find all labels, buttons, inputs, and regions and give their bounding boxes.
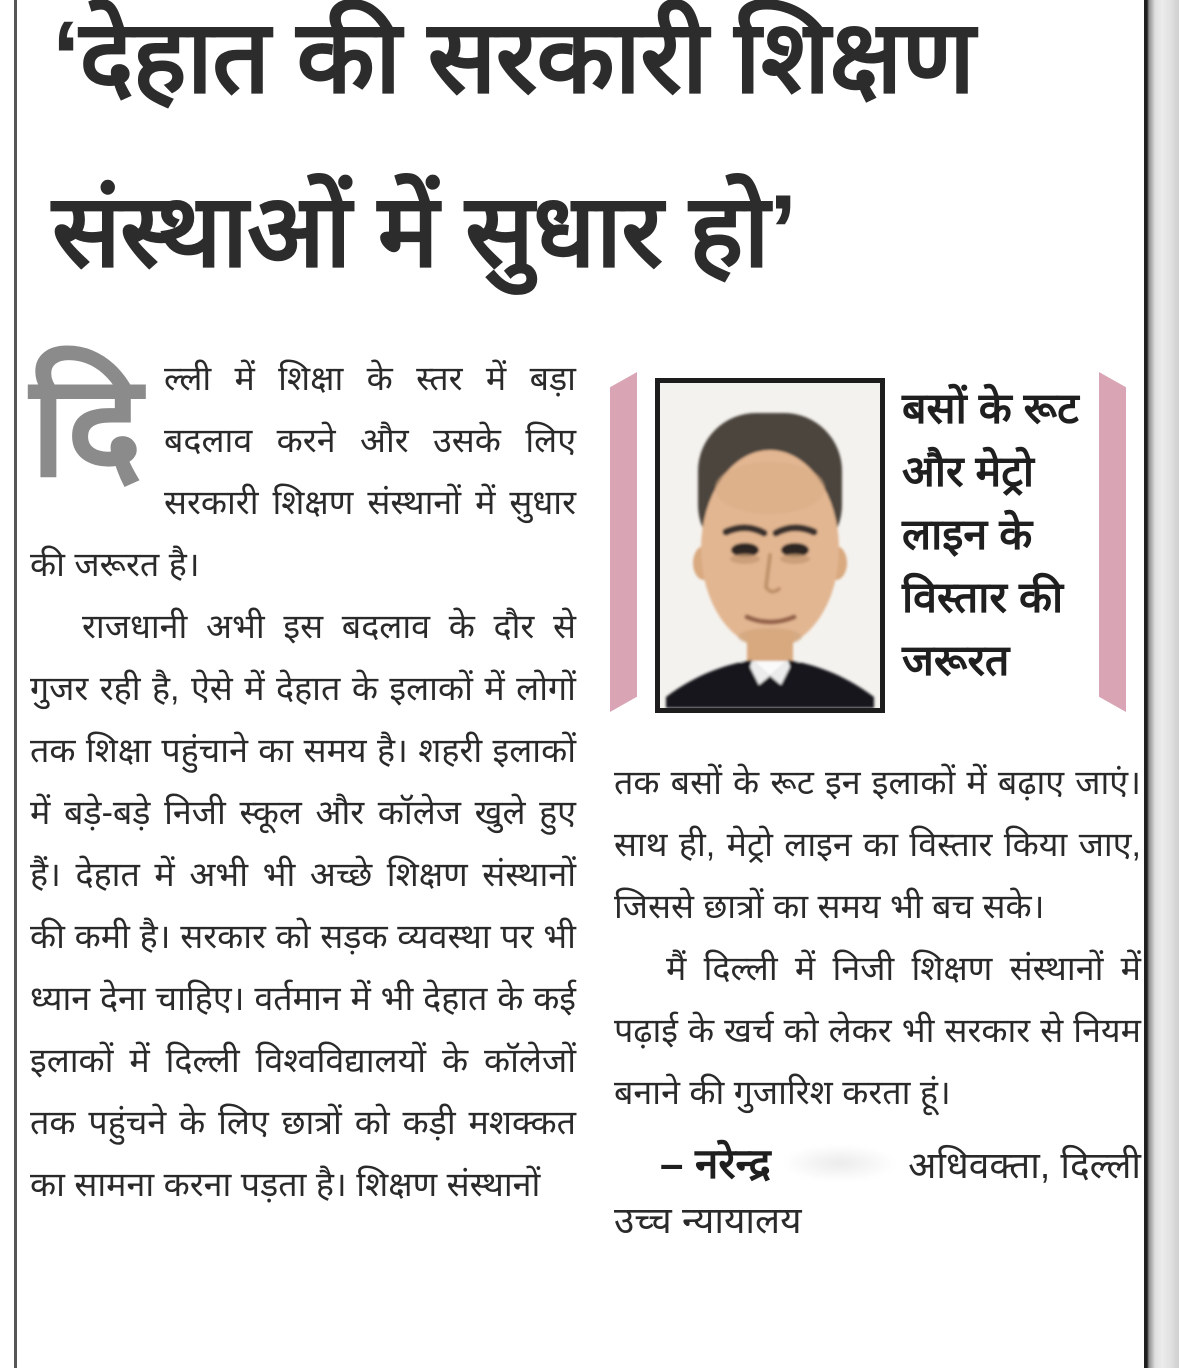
article-paragraph-2: राजधानी अभी इस बदलाव के दौर से गुजर रही है, ऐसे में देहात के इलाकों में लोगों तक शिक्षा पहुंचाने का समय है। शहरी इलाकों में बड़े-बड़े निजी स्कूल और कॉलेज खुले हुए हैं। देहात में अभी भी अच्छे शिक्षण संस्थानों की कमी है। सरकार को सड़क व्यवस्था पर भी ध्यान देना चाहिए। वर्तमान में भी देहात के कई इलाकों में दिल्ली विश्वविद्यालयों के कॉलेजों तक पहुंचने के लिए छात्रों को कड़ी मशक्कत का सामना करना पड़ता है। शिक्षण संस्थानों	[30, 608, 576, 1204]
drop-cap: दि	[30, 347, 143, 506]
redacted-name-smudge	[783, 1145, 896, 1181]
byline	[614, 1134, 1141, 1191]
article-paragraph-1	[30, 348, 576, 596]
page-left-border	[14, 0, 17, 1368]
byline-role-line-2: उच्च न्यायालय	[614, 1200, 802, 1241]
article-headline	[52, 0, 1142, 318]
quote-bar-left-icon	[610, 372, 637, 712]
article-paragraph-4: मैं दिल्ली में निजी शिक्षण संस्थानों में पढ़ाई के खर्च को लेकर भी सरकार से नियम बनाने की गुजारिश करता हूं।	[614, 950, 1141, 1112]
pull-quote-block	[610, 370, 1126, 718]
page-right-edge-shadow	[1144, 0, 1179, 1368]
headline-line-1: ‘देहात की सरकारी शिक्षण	[52, 0, 975, 114]
article-column-right	[614, 752, 1141, 1244]
article-column-left	[30, 348, 576, 1216]
portrait-photo-illustration	[660, 383, 880, 708]
paragraph-1-text: ल्ली में शिक्षा के स्तर में बड़ा बदलाव करने और उसके लिए सरकारी शिक्षण संस्थानों में सुधार की जरूरत है।	[30, 360, 576, 584]
portrait-photo	[655, 378, 885, 713]
quote-bar-right-icon	[1099, 372, 1126, 712]
pull-quote-text: बसों के रूट और मेट्रो लाइन के विस्तार की जरूरत	[902, 385, 1079, 685]
headline-line-2: संस्थाओं में सुधार हो’	[52, 174, 797, 288]
byline-author-name: – नरेन्द्र	[660, 1140, 771, 1187]
article-paragraph-3: तक बसों के रूट इन इलाकों में बढ़ाए जाएं। साथ ही, मेट्रो लाइन का विस्तार किया जाए, जिससे छात्रों का समय भी बच सके।	[614, 764, 1141, 926]
byline-role: अधिवक्ता, दिल्ली	[908, 1145, 1141, 1186]
